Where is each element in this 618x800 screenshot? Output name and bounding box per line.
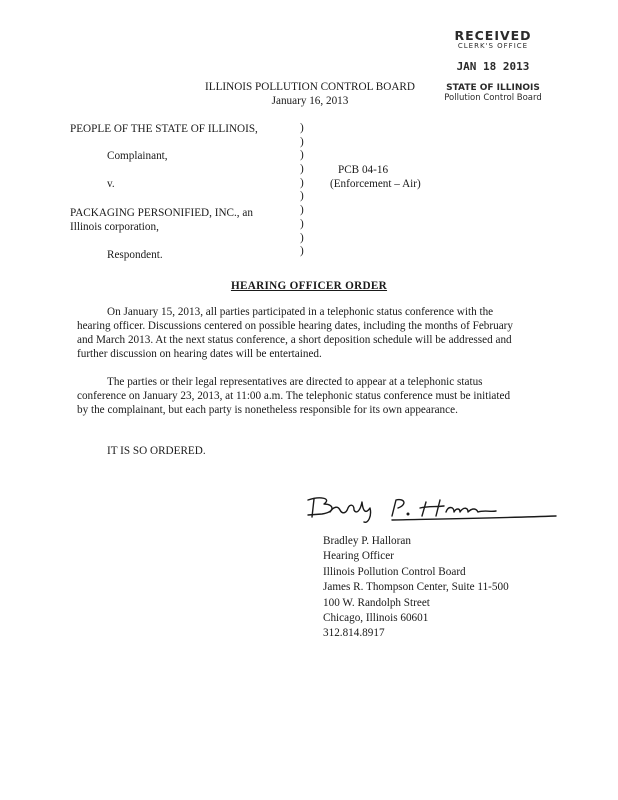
signature-block (323, 534, 509, 642)
signer-address-2: 100 W. Randolph Street (323, 596, 430, 609)
caption-parentheses: ) ) ) ) ) ) ) ) ) ) (300, 122, 304, 258)
defendant-role: Respondent. (107, 249, 163, 261)
stamp-board-text: Pollution Control Board (444, 93, 542, 103)
order-title: HEARING OFFICER ORDER (230, 280, 388, 292)
signer-address-1: James R. Thompson Center, Suite 11-500 (323, 581, 509, 594)
case-type: (Enforcement – Air) (330, 178, 421, 190)
order-paragraph-2-text: The parties or their legal representatives are directed to appear at a telephonic status conference on January 23, 2013, at 11:00 a.m. The telephonic status conference must be initiated by the complainant, but each party is nonetheless responsible for its own appearance. (77, 376, 511, 416)
order-paragraph-1 (77, 305, 517, 361)
closing-statement: IT IS SO ORDERED. (107, 445, 206, 457)
stamp-date-text: JAN 18 2013 (456, 60, 530, 73)
order-paragraph-1-text: On January 15, 2013, all parties participated in a telephonic status conference with the hearing officer. Discussions centered on possible hearing dates, including the months of February and March 2013. At the next status conference, a short deposition schedule will be addressed and further discussion on hearing dates will be entertained. (77, 306, 514, 360)
document-header (190, 80, 430, 108)
signer-organization: Illinois Pollution Control Board (323, 565, 466, 578)
plaintiff-role: Complainant, (107, 150, 168, 162)
signer-name: Bradley P. Halloran (323, 535, 411, 547)
signer-phone: 312.814.8917 (323, 627, 385, 640)
defendant-name-line2: Illinois corporation, (70, 221, 159, 233)
plaintiff-name: PEOPLE OF THE STATE OF ILLINOIS, (70, 123, 258, 135)
handwritten-signature (300, 490, 560, 526)
stamp-office-text: CLERK'S OFFICE (457, 42, 529, 50)
case-number: PCB 04-16 (338, 164, 389, 176)
stamp-received-text: RECEIVED (454, 28, 532, 43)
defendant-name-line1: PACKAGING PERSONIFIED, INC., an (70, 207, 253, 219)
signer-city: Chicago, Illinois 60601 (323, 612, 429, 625)
versus-text: v. (107, 178, 115, 190)
received-stamp (428, 30, 558, 103)
stamp-state-text: STATE OF ILLINOIS (446, 83, 540, 93)
board-name: ILLINOIS POLLUTION CONTROL BOARD (205, 81, 415, 93)
order-paragraph-2 (77, 375, 517, 417)
document-date: January 16, 2013 (271, 95, 349, 107)
signer-title: Hearing Officer (323, 550, 394, 563)
